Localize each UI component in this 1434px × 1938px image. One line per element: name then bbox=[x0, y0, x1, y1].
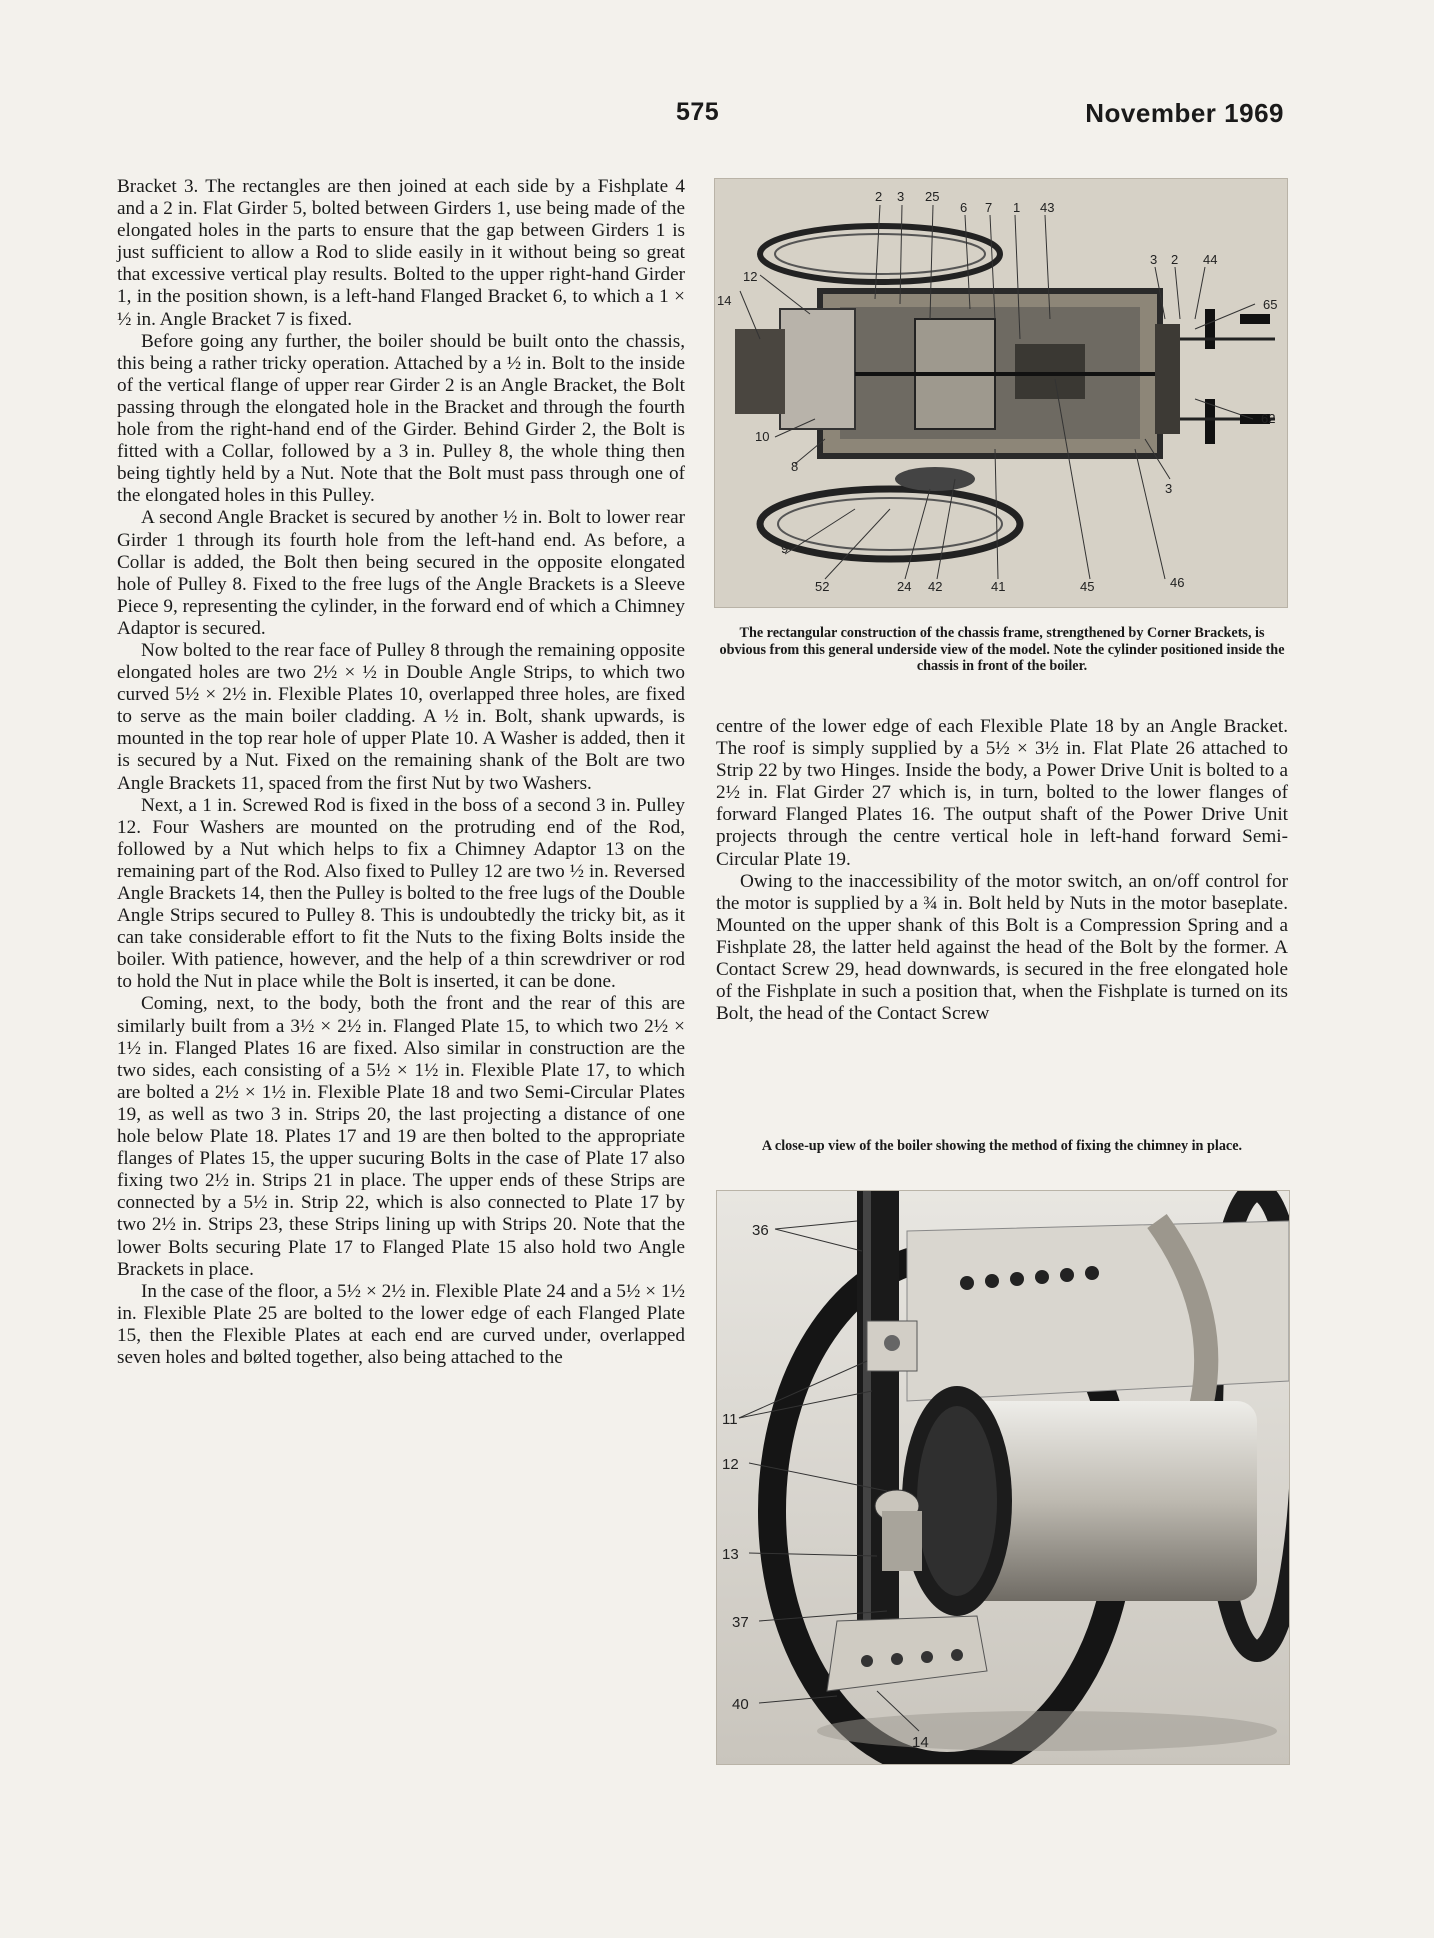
fig-label: 12 bbox=[743, 269, 758, 284]
figure-caption-top: The rectangular construction of the chassis frame, strengthened by Corner Brackets, is obvious from this general underside view of the model. Note the cylinder positioned inside the chassis in front of the boiler. bbox=[719, 625, 1285, 674]
fig-label: 3 bbox=[1165, 481, 1173, 496]
fig-label: 37 bbox=[732, 1614, 749, 1631]
paragraph: Coming, next, to the body, both the front and the rear of this are similarly built from a 3½ × 2½ in. Flanged Plate 15, to which two 2½ × 1½ in. Flanged Plates 16 are fixed. Also similar in construction are the two sides, each consisting of a 5½ × 1½ in. Flexible Plate 17, to which are bolted a 2½ × 1½ in. Flexible Plate 18 and two Semi-Circular Plates 19, as well as two 3 in. Strips 20, the last projecting a distance of one hole below Plate 18. Plates 17 and 19 are then bolted to the appropriate flanges of Plates 15, the upper sucuring Bolts in the case of Plate 17 also fixing two 2½ in. Strips 21 in place. The upper ends of these Strips are connected by a 5½ in. Strip 22, which is also connected to Plate 17 by two 2½ in. Strips 23, these Strips lining up with Strips 20. Note that the lower Bolts securing Plate 17 to Flanged Plate 15 also hold two Angle Brackets in place. bbox=[117, 993, 685, 1280]
paragraph: Bracket 3. The rectangles are then joined at each side by a Fishplate 4 and a 2 in. Flat Girder 5, bolted between Girders 1, use being made of the elongated holes in the parts to ensure that the gap between Girders 1 is just sufficient to allow a Rod to slide easily in it without being so great that excessive vertical play results. Bolted to the upper right-hand Girder 1, in the position shown, is a left-hand Flanged Bracket 6, to which a 1 × ½ in. Angle Bracket 7 is fixed. bbox=[117, 176, 685, 330]
fig-label: 45 bbox=[1080, 579, 1095, 594]
fig-label: 14 bbox=[717, 293, 732, 308]
fig-label: 13 bbox=[722, 1546, 739, 1563]
figure-caption-bottom: A close-up view of the boiler showing the method of fixing the chimney in place. bbox=[761, 1138, 1243, 1154]
paragraph: A second Angle Bracket is secured by another ½ in. Bolt to lower rear Girder 1 through its fourth hole from the left-hand end. As before, a Collar is added, the Bolt then being secured in the opposite elongated hole of Pulley 8. Fixed to the free lugs of the Angle Brackets is a Sleeve Piece 9, representing the cylinder, in the forward end of which a Chimney Adaptor is secured. bbox=[117, 507, 685, 639]
fig-label: 40 bbox=[732, 1696, 749, 1713]
fig-label: 14 bbox=[912, 1734, 929, 1751]
issue-date: November 1969 bbox=[1085, 98, 1284, 128]
paragraph: Next, a 1 in. Screwed Rod is fixed in the boss of a second 3 in. Pulley 12. Four Washers are mounted on the protruding end of the Rod, followed by a Nut which helps to fix a Chimney Adaptor 13 on the remaining part of the Rod. Also fixed to Pulley 12 are two ½ in. Reversed Angle Brackets 14, then the Pulley is bolted to the free lugs of the Double Angle Strips secured to Pulley 8. This is undoubtedly the tricky bit, as it can take considerable effort to fit the Nuts to the fixing Bolts inside the boiler. With patience, however, and the help of a thin screwdriver or rod to hold the Nut in place while the Bolt is inserted, it can be done. bbox=[117, 794, 685, 993]
fig-label: 46 bbox=[1170, 575, 1185, 590]
fig-label: 44 bbox=[1203, 252, 1218, 267]
left-text-column bbox=[117, 176, 685, 1369]
fig-label: 8 bbox=[791, 459, 799, 474]
fig-label: 2 bbox=[875, 189, 883, 204]
fig-label: 36 bbox=[752, 1222, 769, 1239]
paragraph: Before going any further, the boiler should be built onto the chassis, this being a rather tricky operation. Attached by a ½ in. Bolt to the inside of the vertical flange of upper rear Girder 2 is an Angle Bracket, the Bolt passing through the elongated hole in the Bracket and through the fourth hole from the right-hand end of the Girder. Behind Girder 2, the Bolt is fitted with a Collar, followed by a 3 in. Pulley 8, the whole thing then being tightly held by a Nut. Note that the Bolt must pass through one of the elongated holes in this Pulley. bbox=[117, 330, 685, 507]
fig-label: 3 bbox=[1150, 252, 1158, 267]
fig-label: 25 bbox=[925, 189, 940, 204]
paragraph: Owing to the inaccessibility of the motor switch, an on/off control for the motor is supplied by a ¾ in. Bolt held by Nuts in the motor baseplate. Mounted on the upper shank of this Bolt is a Compression Spring and a Fishplate 28, the latter held against the head of the Bolt by the former. A Contact Screw 29, head downwards, is secured in the free elongated hole of the Fishplate in such a position that, when the Fishplate is turned on its Bolt, the head of the Contact Screw bbox=[716, 870, 1288, 1025]
fig-label: 42 bbox=[928, 579, 943, 594]
fig-label: 43 bbox=[1040, 200, 1055, 215]
fig-label: 9 bbox=[781, 541, 789, 556]
fig-label: 65 bbox=[1263, 297, 1278, 312]
right-text-column bbox=[716, 716, 1288, 1025]
chassis-underside-photo bbox=[714, 178, 1288, 608]
fig-label: 6 bbox=[960, 200, 968, 215]
fig-label: 2 bbox=[1171, 252, 1179, 267]
paragraph: Now bolted to the rear face of Pulley 8 through the remaining opposite elongated holes are two 2½ × ½ in Double Angle Strips, to which two curved 5½ × 2½ in. Flexible Plates 10, overlapped three holes, are fixed to serve as the main boiler cladding. A ½ in. Bolt, shank upwards, is mounted in the top rear hole of upper Plate 10. A Washer is added, then it is secured by a Nut. Fixed on the remaining shank of the Bolt are two Angle Brackets 11, spaced from the first Nut by two Washers. bbox=[117, 639, 685, 794]
page-header bbox=[0, 98, 1434, 138]
page-number: 575 bbox=[676, 98, 720, 126]
fig-label: 11 bbox=[722, 1411, 738, 1428]
paragraph: In the case of the floor, a 5½ × 2½ in. Flexible Plate 24 and a 5½ × 1½ in. Flexible Plate 25 are bolted to the lower edge of each Flanged Plate 15, then the Flexible Plates at each end are curved under, overlapped seven holes and bølted together, also being attached to the bbox=[117, 1280, 685, 1368]
boiler-closeup-photo bbox=[716, 1190, 1290, 1765]
fig-label: 41 bbox=[991, 579, 1006, 594]
fig-label: 24 bbox=[897, 579, 912, 594]
fig-label: 10 bbox=[755, 429, 770, 444]
fig-label: 1 bbox=[1013, 200, 1021, 215]
paragraph: centre of the lower edge of each Flexible Plate 18 by an Angle Bracket. The roof is simply supplied by a 5½ × 3½ in. Flat Plate 26 attached to Strip 22 by two Hinges. Inside the body, a Power Drive Unit is bolted to a 2½ in. Flat Girder 27 which is, in turn, bolted to the lower flanges of forward Flanged Plates 16. The output shaft of the Power Drive Unit projects through the centre vertical hole in left-hand forward Semi-Circular Plate 19. bbox=[716, 716, 1288, 870]
fig-label: 52 bbox=[815, 579, 830, 594]
fig-label: 7 bbox=[985, 200, 993, 215]
fig-label: 3 bbox=[897, 189, 905, 204]
fig-label: 12 bbox=[722, 1456, 739, 1473]
fig-label: 62 bbox=[1261, 411, 1276, 426]
